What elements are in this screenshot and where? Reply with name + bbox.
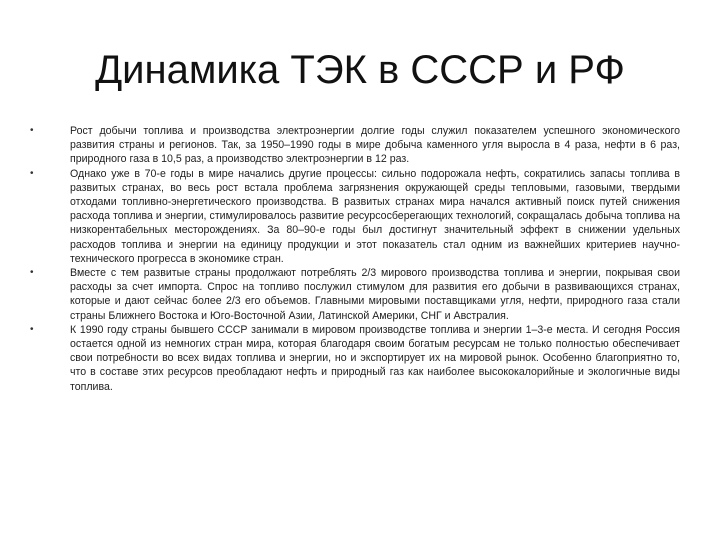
bullet-icon: • <box>30 125 34 136</box>
bullet-icon: • <box>30 167 34 179</box>
bullet-text: Однако уже в 70-е годы в мире начались другие процессы: сильно подорожала нефть, сократились запасы топлива в развитых странах, во весь рост встала проблема загрязнения окружающей среды тепловыми, газовыми, твердыми отходами топливно-энергетического производства. В развитых странах мира начался активный поиск путей снижения расхода топлива и энергии, стимулировалось развитие ресурсосберегающих технологий, сокращалась добыча топлива на низкорентабельных месторождениях. За 80–90-е годы был достигнут значительный эффект в снижении удельных расходов топлива и энергии на единицу продукции и этот показатель стал одним из важнейших критериев научно-технического прогресса в экономике стран. <box>70 167 680 265</box>
bullet-text: Вместе с тем развитые страны продолжают потреблять 2/3 мирового производства топлива и энергии, покрывая свои расходы за счет импорта. Спрос на топливо послужил стимулом для развития его добычи в развивающихся странах, которые и дают сейчас более 2/3 его объемов. Главными мировыми поставщиками угля, нефти, природного газа стали страны Ближнего Востока и Юго-Восточной Азии, Латинской Америки, СНГ и Австралия. <box>70 267 680 322</box>
bullet-item <box>30 323 680 394</box>
bullet-item <box>30 167 680 266</box>
bullet-list <box>30 124 680 394</box>
bullet-item <box>30 266 680 323</box>
bullet-text: Рост добычи топлива и производства электроэнергии долгие годы служил показателем успешного экономического развития страны и регионов. Так, за 1950–1990 годы в мире добыча каменного угля выросла в 4 раза, нефти в 6 раз, природного газа в 10,5 раз, а производство электроэнергии в 12 раз. <box>70 125 680 166</box>
bullet-icon: • <box>30 323 34 335</box>
bullet-text: К 1990 году страны бывшего СССР занимали в мировом производстве топлива и энергии 1–3-е места. И сегодня Россия остается одной из немногих стран мира, которая благодаря своим богатым ресурсам не только полностью обеспечивает свои потребности во всех видах топлива и энергии, но и экспортирует их на мировой рынок. Особенно благоприятно то, что в составе этих ресурсов преобладают нефть и природный газ как наиболее высококалорийные и экологичные виды топлива. <box>70 323 680 393</box>
bullet-icon: • <box>30 267 34 279</box>
bullet-item <box>30 124 680 167</box>
slide-title: Динамика ТЭК в СССР и РФ <box>95 48 625 92</box>
